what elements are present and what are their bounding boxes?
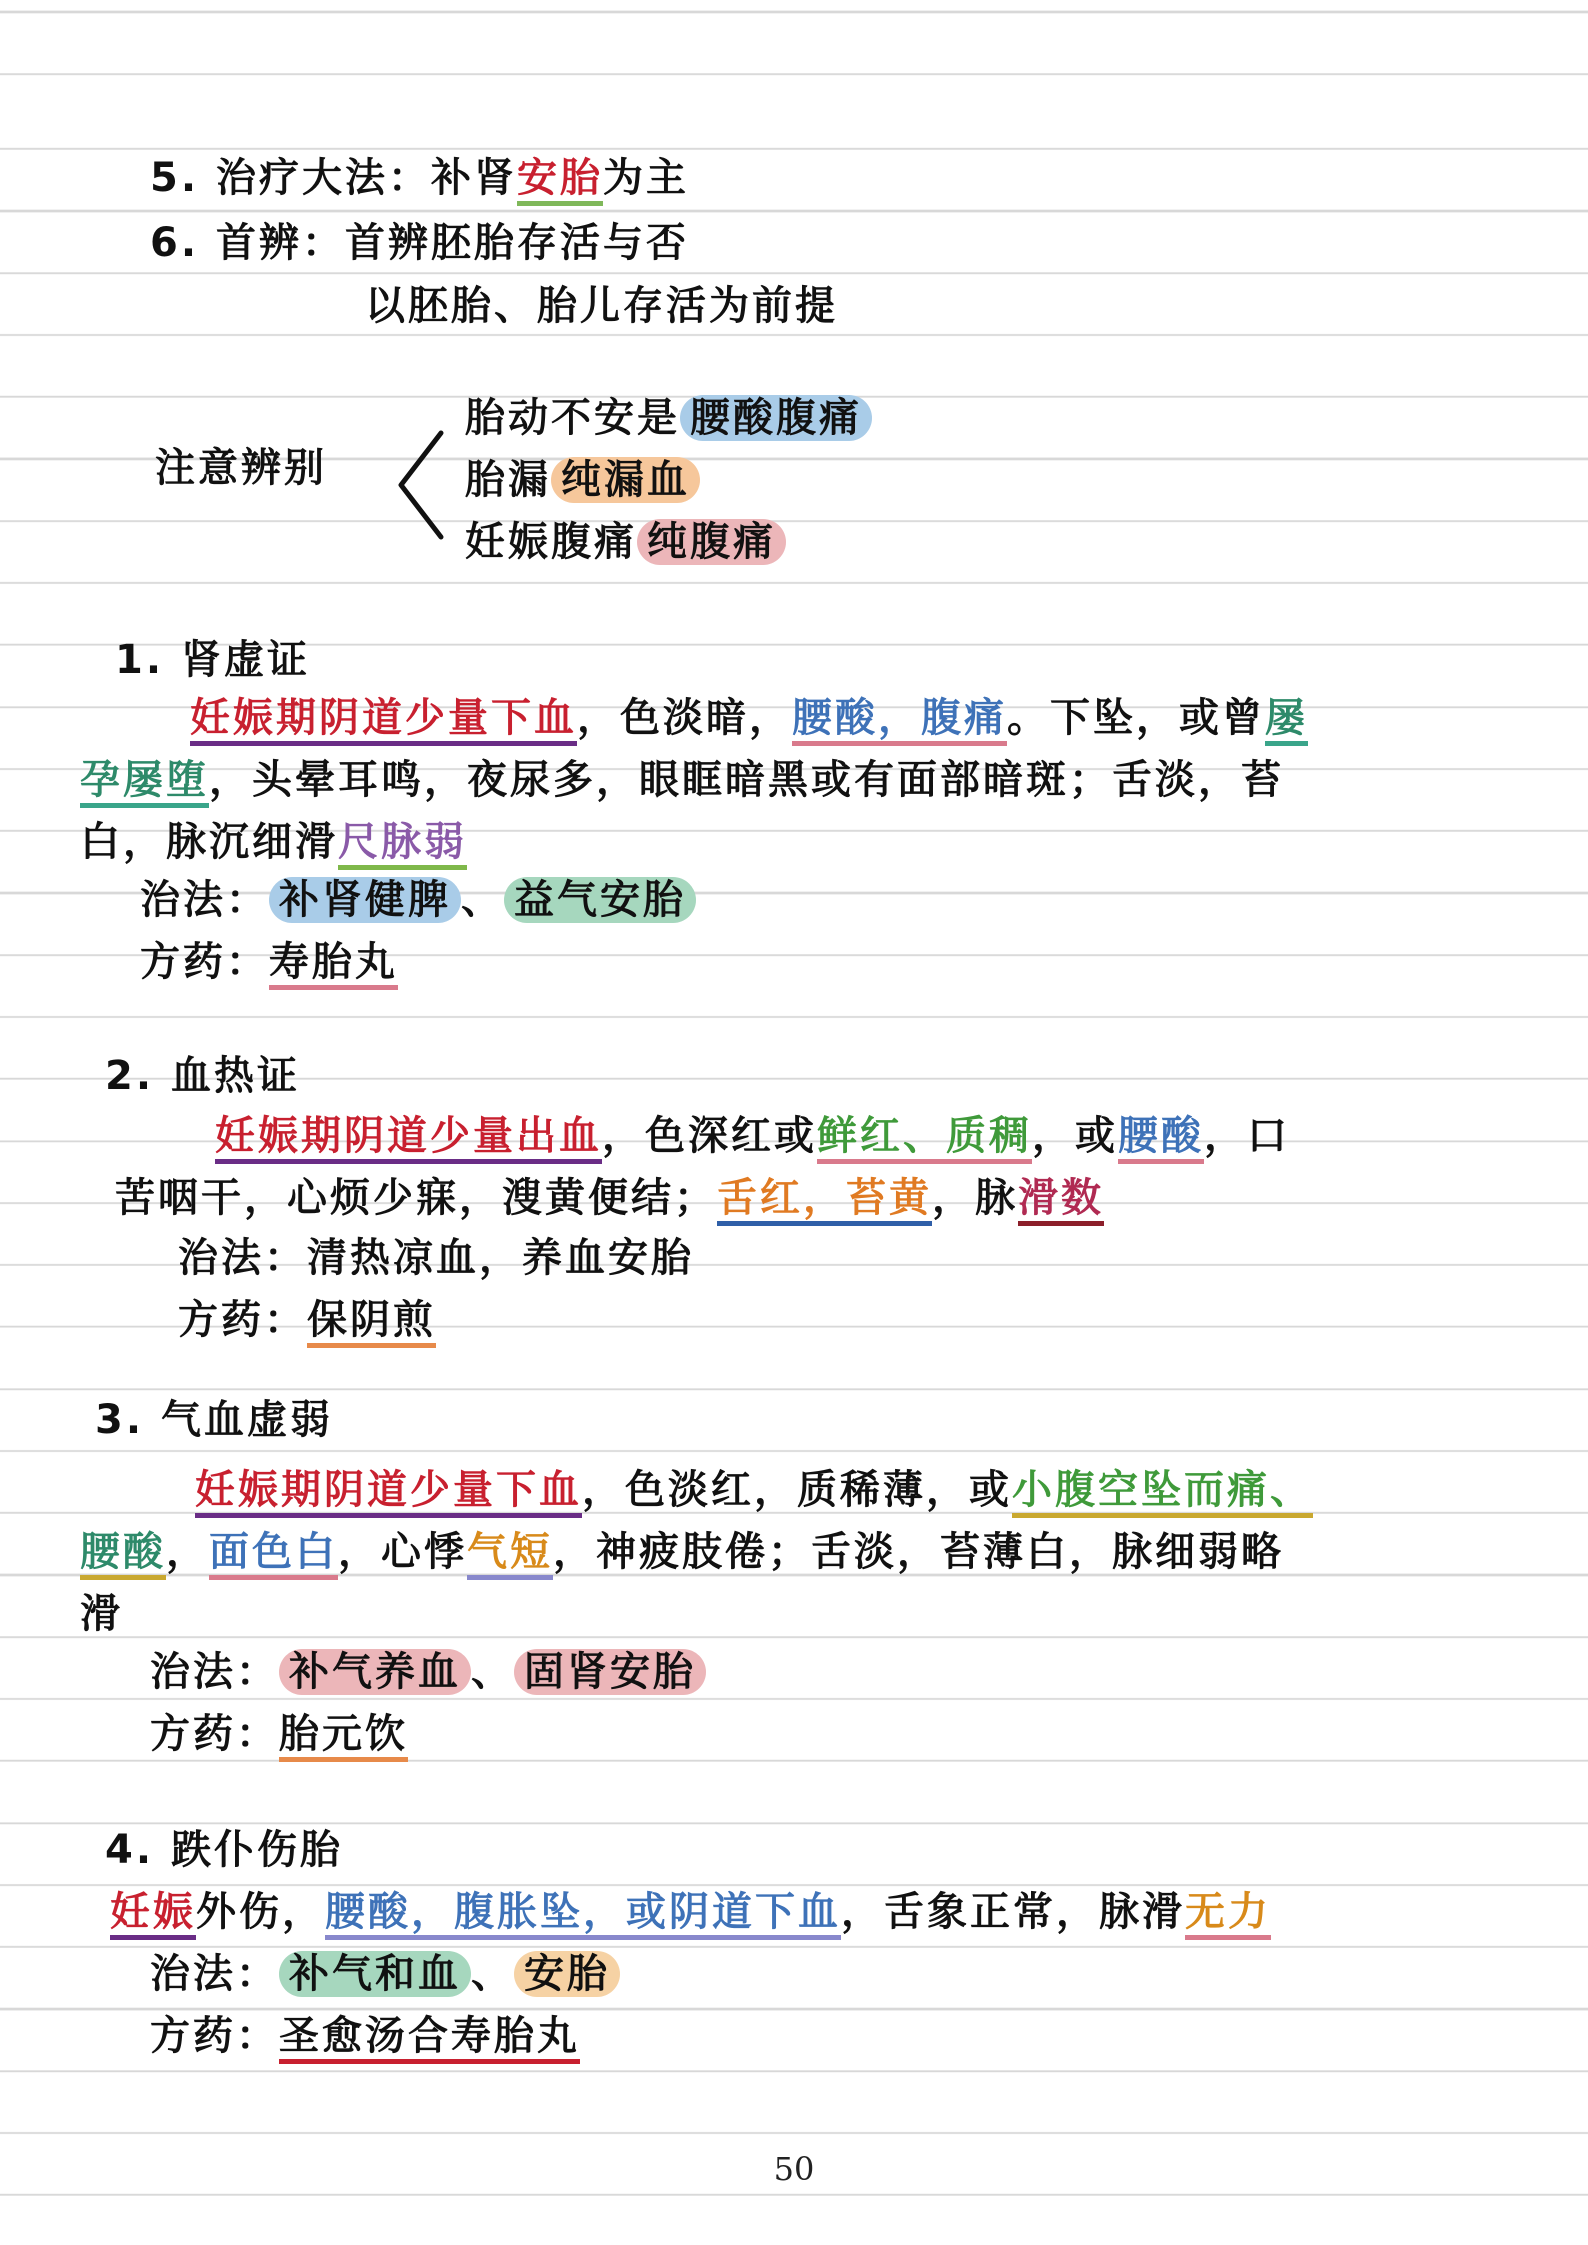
first-diagnosis-line: 6. 首辨：首辨胚胎存活与否 (150, 220, 689, 266)
treatment-method: 治法：清热凉血，养血安胎 (178, 1235, 694, 1281)
treatment-method: 治法： 补气和血 、 安胎 (150, 1946, 620, 2002)
section-text-line: 妊娠期阴道少量下血，色淡红，质稀薄，或小腹空坠而痛、 (195, 1462, 1313, 1518)
section-title: 2. 血热证 (105, 1053, 300, 1099)
page-number: 50 (773, 2150, 815, 2188)
section-text-line: 孕屡堕，头晕耳鸣，夜尿多，眼眶暗黑或有面部暗斑；舌淡，苔 (80, 752, 1284, 808)
bracket-icon (395, 425, 445, 545)
prescription: 方药：胎元饮 (150, 1706, 408, 1762)
section-text-line: 妊娠外伤，腰酸，腹胀坠，或阴道下血，舌象正常，脉滑无力 (110, 1884, 1271, 1940)
treatment-method: 治法： 补气养血 、 固肾安胎 (150, 1644, 706, 1700)
prescription: 方药：寿胎丸 (140, 934, 398, 990)
section-title: 4. 跌仆伤胎 (105, 1827, 343, 1873)
section-text-line: 妊娠期阴道少量出血，色深红或鲜红、质稠，或腰酸，口 (215, 1108, 1290, 1164)
section-text-line: 白，脉沉细滑尺脉弱 (80, 814, 467, 870)
section-text-line: 腰酸，面色白，心悸气短，神疲肢倦；舌淡，苔薄白，脉细弱略 (80, 1524, 1284, 1580)
section-text-line: 苦咽干，心烦少寐，溲黄便结；舌红，苔黄，脉滑数 (115, 1170, 1104, 1226)
treatment-line: 5. 治疗大法：补肾安胎为主 (150, 150, 689, 206)
distinguish-item: 胎动不安是 腰酸腹痛 (465, 390, 872, 446)
distinguish-label: 注意辨别 (155, 445, 327, 491)
prescription: 方药：圣愈汤合寿胎丸 (150, 2008, 580, 2064)
section-title: 1. 肾虚证 (115, 637, 310, 683)
distinguish-item: 妊娠腹痛 纯腹痛 (465, 514, 786, 570)
section-title: 3. 气血虚弱 (95, 1397, 333, 1443)
prescription: 方药：保阴煎 (178, 1292, 436, 1348)
distinguish-item: 胎漏 纯漏血 (465, 452, 700, 508)
section-text-line: 滑 (80, 1591, 123, 1637)
first-diagnosis-detail: 以胚胎、胎儿存活为前提 (365, 283, 838, 329)
section-text-line: 妊娠期阴道少量下血，色淡暗，腰酸，腹痛。下坠，或曾屡 (190, 690, 1308, 746)
treatment-method: 治法： 补肾健脾 、 益气安胎 (140, 872, 696, 928)
